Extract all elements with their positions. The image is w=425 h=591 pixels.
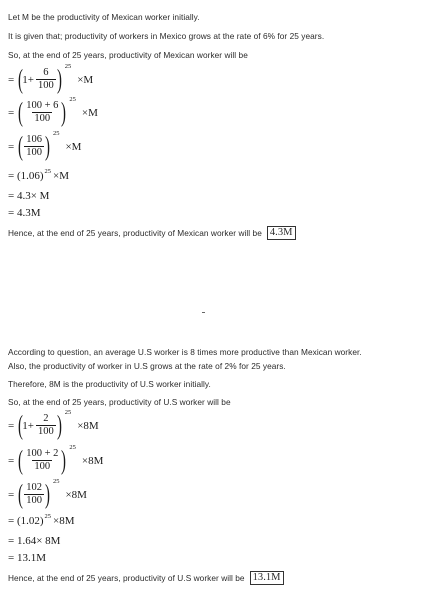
denominator: 100 <box>34 461 51 472</box>
right-paren: ) <box>44 131 50 161</box>
exponent: 25 <box>64 409 72 416</box>
right-paren: ) <box>61 97 67 127</box>
expression-term: = (1.06) <box>8 170 44 182</box>
expression-tail: ×8M <box>53 515 75 527</box>
equation-step-1 <box>8 63 94 94</box>
denominator: 100 <box>37 426 54 437</box>
expression-term: 1+ <box>22 419 34 432</box>
fraction <box>36 413 56 438</box>
right-paren: ) <box>56 64 62 94</box>
equation-step-4 <box>8 512 75 527</box>
exponent: 25 <box>64 63 72 70</box>
exponent: 25 <box>69 96 76 103</box>
text-line: It is given that; productivity of workers in Mexico grows at the rate of 6% for 25 years. <box>8 31 325 41</box>
expression-tail: ×8M <box>81 454 104 467</box>
text-line: Let M be the productivity of Mexican worker initially. <box>8 12 200 22</box>
fraction <box>24 100 60 125</box>
conclusion-line <box>8 571 284 585</box>
expression-tail: ×8M <box>65 488 87 501</box>
numerator: 100 + 6 <box>26 100 59 111</box>
conclusion-text: Hence, at the end of 25 years, productivity of U.S worker will be <box>8 573 245 583</box>
equals-sign: = <box>8 488 15 501</box>
equation-step-2 <box>8 444 104 475</box>
denominator: 100 <box>26 147 42 158</box>
exponent: 25 <box>44 512 52 520</box>
expression-term: 1+ <box>22 73 34 86</box>
equation-step-5: = 1.64× 8M <box>8 535 61 547</box>
numerator: 2 <box>43 413 49 424</box>
equation-step-5: = 4.3× M <box>8 190 50 202</box>
expression-tail: ×M <box>65 140 82 153</box>
fraction <box>24 482 44 507</box>
numerator: 6 <box>43 67 49 78</box>
equals-sign: = <box>8 454 15 467</box>
text-line: So, at the end of 25 years, productivity of U.S worker will be <box>8 397 231 407</box>
expression-tail: ×M <box>77 73 94 86</box>
expression-tail: ×8M <box>77 419 99 432</box>
fraction <box>36 67 56 92</box>
left-paren: ( <box>18 64 24 94</box>
expression-tail: ×M <box>53 170 70 182</box>
right-paren: ) <box>44 479 50 509</box>
left-paren: ( <box>18 445 24 475</box>
fraction <box>24 134 44 159</box>
equation-step-3 <box>8 478 87 509</box>
text-line: So, at the end of 25 years, productivity of Mexican worker will be <box>8 50 248 60</box>
exponent: 25 <box>69 444 76 451</box>
numerator: 102 <box>26 482 42 493</box>
answer-box: 4.3M <box>267 226 296 240</box>
text-line: Therefore, 8M is the productivity of U.S worker initially. <box>8 379 211 389</box>
equation-step-6: = 4.3M <box>8 207 41 219</box>
answer-box: 13.1M <box>250 571 284 585</box>
equation-step-6: = 13.1M <box>8 552 46 564</box>
exponent: 25 <box>44 167 52 175</box>
equals-sign: = <box>8 419 15 432</box>
equals-sign: = <box>8 106 15 119</box>
equals-sign: = <box>8 140 15 153</box>
left-paren: ( <box>18 479 24 509</box>
equation-step-1 <box>8 409 99 440</box>
conclusion-text: Hence, at the end of 25 years, productivity of Mexican worker will be <box>8 228 262 238</box>
left-paren: ( <box>18 131 24 161</box>
left-paren: ( <box>18 97 24 127</box>
right-paren: ) <box>56 410 62 440</box>
exponent: 25 <box>52 478 60 485</box>
conclusion-line <box>8 226 296 240</box>
denominator: 100 <box>26 495 42 506</box>
right-paren: ) <box>61 445 67 475</box>
expression-tail: ×M <box>81 106 98 119</box>
text-line: According to question, an average U.S worker is 8 times more productive than Mexican worker. <box>8 347 362 357</box>
denominator: 100 <box>34 113 51 124</box>
equation-step-4 <box>8 167 70 182</box>
left-paren: ( <box>18 410 24 440</box>
denominator: 100 <box>37 80 54 91</box>
stray-mark <box>202 312 205 313</box>
exponent: 25 <box>52 130 60 137</box>
numerator: 106 <box>26 134 42 145</box>
equals-sign: = <box>8 73 15 86</box>
equation-step-2 <box>8 96 98 127</box>
text-line: Also, the productivity of worker in U.S grows at the rate of 2% for 25 years. <box>8 361 286 371</box>
equation-step-3 <box>8 130 82 161</box>
expression-term: = (1.02) <box>8 515 44 527</box>
fraction <box>24 448 60 473</box>
numerator: 100 + 2 <box>26 448 59 459</box>
